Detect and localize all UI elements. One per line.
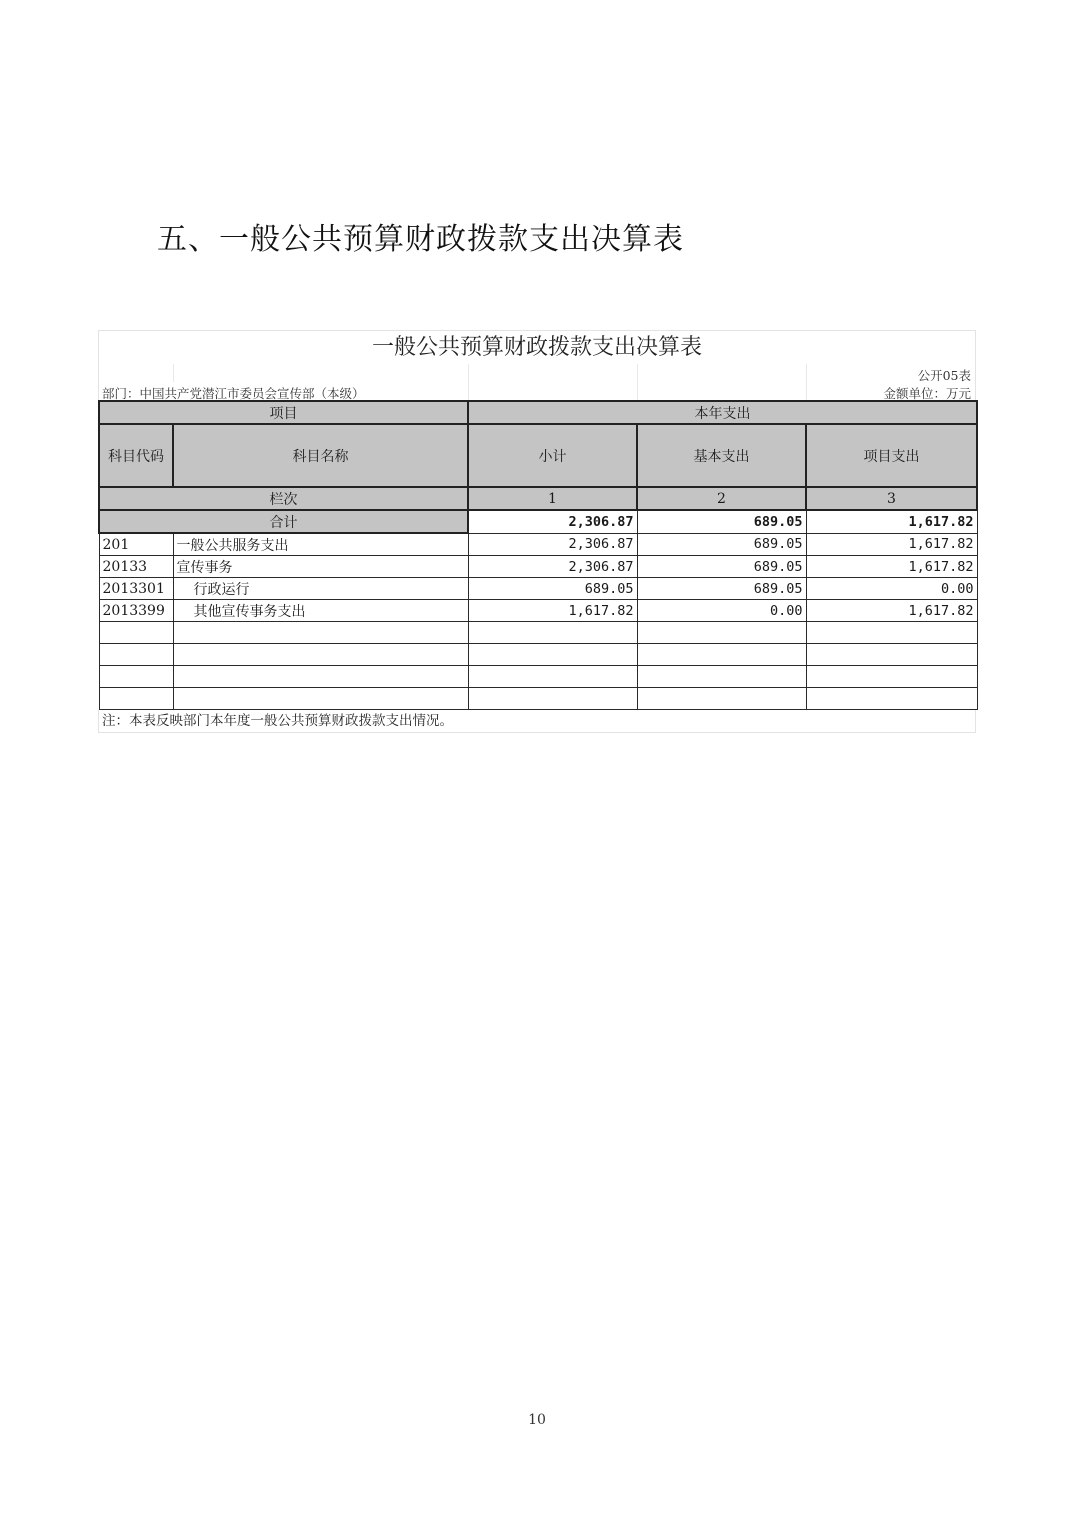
row-name: 行政运行	[173, 578, 468, 600]
table-row	[99, 600, 977, 622]
row-code: 2013301	[99, 578, 173, 600]
header-year-group: 本年支出	[468, 401, 977, 424]
row-code: 20133	[99, 556, 173, 578]
row-code: 201	[99, 533, 173, 556]
empty-row	[99, 666, 977, 688]
row-subtotal: 1,617.82	[468, 600, 637, 622]
section-heading: 五、一般公共预算财政拨款支出决算表	[157, 222, 684, 257]
empty-row	[99, 688, 977, 710]
row-subtotal: 689.05	[468, 578, 637, 600]
header-row-columns	[99, 424, 977, 487]
expenditure-table	[98, 400, 978, 710]
row-name: 宣传事务	[173, 556, 468, 578]
table-number-row	[98, 364, 976, 382]
row-basic: 0.00	[637, 600, 806, 622]
total-label: 合计	[99, 510, 468, 533]
empty-row	[99, 644, 977, 666]
header-row-group	[99, 401, 977, 424]
row-project: 1,617.82	[806, 556, 977, 578]
row-subtotal: 2,306.87	[468, 556, 637, 578]
row-basic: 689.05	[637, 556, 806, 578]
row-name: 一般公共服务支出	[173, 533, 468, 556]
header-name: 科目名称	[173, 424, 468, 487]
total-row	[99, 510, 977, 533]
column-index-label: 栏次	[99, 487, 468, 510]
column-index-1: 1	[468, 487, 637, 510]
row-basic: 689.05	[637, 533, 806, 556]
page-number: 10	[528, 1412, 546, 1428]
row-code: 2013399	[99, 600, 173, 622]
column-index-row	[99, 487, 977, 510]
department-row	[98, 382, 976, 400]
row-name: 其他宣传事务支出	[173, 600, 468, 622]
header-basic: 基本支出	[637, 424, 806, 487]
column-index-2: 2	[637, 487, 806, 510]
total-project: 1,617.82	[806, 510, 977, 533]
table-row	[99, 556, 977, 578]
column-index-3: 3	[806, 487, 977, 510]
header-project: 项目支出	[806, 424, 977, 487]
table-number: 公开05表	[917, 368, 971, 383]
department-label: 部门：中国共产党潜江市委员会宣传部（本级）	[102, 386, 365, 401]
table-row	[99, 578, 977, 600]
amount-unit: 金额单位：万元	[883, 386, 971, 401]
table-note: 注：本表反映部门本年度一般公共预算财政拨款支出情况。	[98, 710, 976, 733]
header-item-group: 项目	[99, 401, 468, 424]
row-basic: 689.05	[637, 578, 806, 600]
row-project: 0.00	[806, 578, 977, 600]
row-project: 1,617.82	[806, 533, 977, 556]
empty-row	[99, 622, 977, 644]
row-subtotal: 2,306.87	[468, 533, 637, 556]
total-basic: 689.05	[637, 510, 806, 533]
header-code: 科目代码	[99, 424, 173, 487]
sheet-title: 一般公共预算财政拨款支出决算表	[98, 330, 976, 364]
header-subtotal: 小计	[468, 424, 637, 487]
table-row	[99, 533, 977, 556]
total-subtotal: 2,306.87	[468, 510, 637, 533]
row-project: 1,617.82	[806, 600, 977, 622]
expenditure-sheet	[98, 330, 976, 733]
